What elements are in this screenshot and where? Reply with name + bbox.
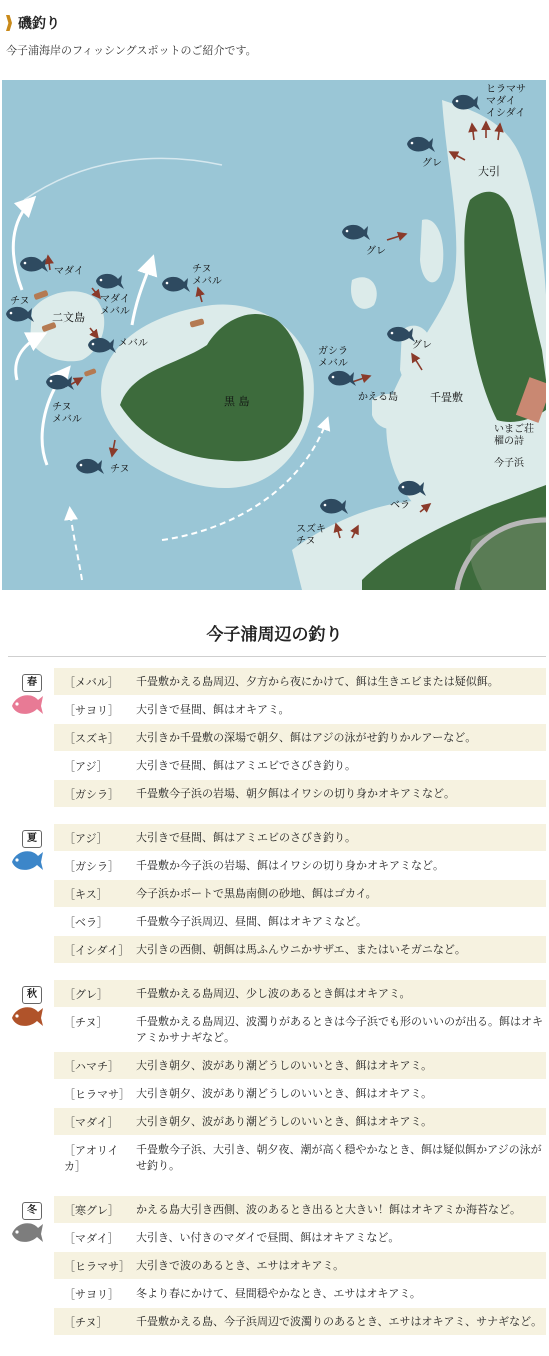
label-imagohama: 今子浜 <box>494 458 524 469</box>
label-chinu-mebaru-top: チヌ メバル <box>192 264 222 287</box>
season-fish-icon <box>10 674 44 718</box>
fish-name: ［サヨリ］ <box>64 704 119 717</box>
section-header <box>6 12 60 34</box>
season-fish-list <box>54 1196 546 1336</box>
fish-name: ［ベラ］ <box>64 916 108 929</box>
fishing-description: 大引きで波のあるとき、エサはオキアミ。 <box>136 1259 345 1272</box>
label-bera: ベラ <box>390 500 410 511</box>
table-row <box>54 780 546 807</box>
fishing-map <box>2 80 546 590</box>
table-row <box>54 1080 546 1107</box>
fish-name: ［チヌ］ <box>64 1316 108 1329</box>
fishing-description: 今子浜かボートで黒島南側の砂地、餌はゴカイ。 <box>136 887 377 900</box>
fishing-description: 千畳敷かえる島周辺、少し波のあるとき餌はオキアミ。 <box>136 987 411 1000</box>
table-row <box>54 936 546 963</box>
fishing-description: かえる島大引き西側、波のあるとき出ると大きい！餌はオキアミか海苔など。 <box>136 1203 521 1216</box>
table-row <box>54 1308 546 1335</box>
fishing-description: 大引きで昼間、餌はアミエビでさびき釣り。 <box>136 759 356 772</box>
label-senjoujiki: 千畳敷 <box>430 391 463 404</box>
fishing-description: 千畳敷かえる島周辺、夕方から夜にかけて、餌は生きエビまたは疑似餌。 <box>136 675 499 688</box>
season-badge: 冬 <box>22 1202 42 1220</box>
section-title: 今子浦周辺の釣り <box>206 625 343 645</box>
season-fish-list <box>54 980 546 1180</box>
season-fish-list <box>54 668 546 808</box>
fish-name: ［アオリイカ］ <box>64 1144 119 1173</box>
fish-name: ［メバル］ <box>64 676 119 689</box>
fishing-description: 大引きの西側、朝餌は馬ふんウニかサザエ、またはいそガニなど。 <box>136 943 466 956</box>
fishing-description: 冬より春にかけて、昼間穏やかなとき、エサはオキアミ。 <box>136 1287 421 1300</box>
label-suzuki-chinu: スズキ チヌ <box>296 524 326 547</box>
fishing-description: 千畳敷今子浜の岩場、朝夕餌はイワシの切り身かオキアミなど。 <box>136 787 455 800</box>
label-ohiki: 大引 <box>478 165 500 178</box>
table-row <box>54 1224 546 1251</box>
fish-name: ［アジ］ <box>64 760 108 773</box>
fishing-description: 大引きで昼間、餌はアミエビのさびき釣り。 <box>136 831 356 844</box>
fish-name: ［サヨリ］ <box>64 1288 119 1301</box>
fishing-description: 千畳敷今子浜周辺、昼間、餌はオキアミなど。 <box>136 915 367 928</box>
fish-name: ［マダイ］ <box>64 1116 119 1129</box>
table-row <box>54 980 546 1007</box>
table-row <box>54 752 546 779</box>
season-fish-icon <box>10 1202 44 1246</box>
fishing-description: 千畳敷か今子浜の岩場、餌はイワシの切り身かオキアミなど。 <box>136 859 444 872</box>
fish-name: ［キス］ <box>64 888 108 901</box>
intro-text: 今子浦海岸のフィッシングスポットのご紹介です。 <box>6 44 257 57</box>
fishing-description: 大引き、い付きのマダイで昼間、餌はオキアミなど。 <box>136 1231 400 1244</box>
chevron-right-icon <box>6 15 12 31</box>
table-row <box>54 1136 546 1179</box>
section-divider <box>8 656 546 657</box>
fish-name: ［ヒラマサ］ <box>64 1088 130 1101</box>
label-chinu-left: チヌ <box>10 296 30 307</box>
fishing-description: 大引き朝夕、波があり潮どうしのいいとき、餌はオキアミ。 <box>136 1115 433 1128</box>
label-kaeru-island: かえる島 <box>358 392 398 403</box>
fishing-description: 千畳敷かえる島、今子浜周辺で波濁りのあるとき、エサはオキアミ、サナギなど。 <box>136 1315 543 1328</box>
fish-name: ［ヒラマサ］ <box>64 1260 130 1273</box>
label-madai-left: マダイ <box>54 266 84 277</box>
fish-name: ［グレ］ <box>64 988 108 1001</box>
label-hiramasa-madai-ishidai: ヒラマサ マダイ イシダイ <box>486 84 526 119</box>
label-gure-right: グレ <box>412 340 432 351</box>
season-fish-icon <box>10 986 44 1030</box>
season-badge: 春 <box>22 674 42 692</box>
fish-name: ［マダイ］ <box>64 1232 119 1245</box>
table-row <box>54 908 546 935</box>
label-gashira-mebaru: ガシラ メバル <box>318 346 348 369</box>
label-gure-top: グレ <box>422 158 442 169</box>
label-kuro-island: 黒 島 <box>224 395 250 408</box>
table-row <box>54 696 546 723</box>
fish-name: ［寒グレ］ <box>64 1204 119 1217</box>
season-fish-icon <box>10 830 44 874</box>
label-chinu-mebaru-bottom: チヌ メバル <box>52 402 82 425</box>
table-row <box>54 1008 546 1051</box>
label-mebaru: メバル <box>118 338 148 349</box>
fish-name: ［ガシラ］ <box>64 788 119 801</box>
table-row <box>54 880 546 907</box>
table-row <box>54 1196 546 1223</box>
fish-name: ［ハマチ］ <box>64 1060 119 1073</box>
fishing-description: 大引き朝夕、波があり潮どうしのいいとき、餌はオキアミ。 <box>136 1087 433 1100</box>
table-row <box>54 1252 546 1279</box>
label-imago-sou: いまご荘 櫂の詩 <box>494 424 534 447</box>
table-row <box>54 724 546 751</box>
fish-name: ［チヌ］ <box>64 1016 108 1029</box>
table-row <box>54 1108 546 1135</box>
fish-name: ［イシダイ］ <box>64 944 130 957</box>
table-row <box>54 668 546 695</box>
map-graphic <box>2 80 546 590</box>
fish-name: ［スズキ］ <box>64 732 119 745</box>
fish-name: ［ガシラ］ <box>64 860 119 873</box>
fish-name: ［アジ］ <box>64 832 108 845</box>
season-fish-list <box>54 824 546 964</box>
label-nimon-island: 二文島 <box>52 311 85 324</box>
fishing-description: 大引きで昼間、餌はオキアミ。 <box>136 703 290 716</box>
label-chinu-bottom: チヌ <box>110 464 130 475</box>
season-badge: 夏 <box>22 830 42 848</box>
fishing-description: 千畳敷かえる島周辺、波濁りがあるときは今子浜でも形のいいのが出る。餌はオキアミかサナギなど。 <box>136 1015 543 1044</box>
season-badge: 秋 <box>22 986 42 1004</box>
page-title: 磯釣り <box>18 16 60 32</box>
fishing-description: 千畳敷今子浜、大引き、朝夕夜、潮が高く穏やかなとき、餌は疑似餌かアジの泳がせ釣り。 <box>136 1143 542 1172</box>
label-madai-mebaru: マダイ メバル <box>100 294 130 317</box>
table-row <box>54 1280 546 1307</box>
table-row <box>54 824 546 851</box>
fishing-description: 大引きか千畳敷の深場で朝夕、餌はアジの泳がせ釣りかルアーなど。 <box>136 731 477 744</box>
table-row <box>54 1052 546 1079</box>
fishing-description: 大引き朝夕、波があり潮どうしのいいとき、餌はオキアミ。 <box>136 1059 433 1072</box>
label-gure-mid: グレ <box>366 246 386 257</box>
table-row <box>54 852 546 879</box>
